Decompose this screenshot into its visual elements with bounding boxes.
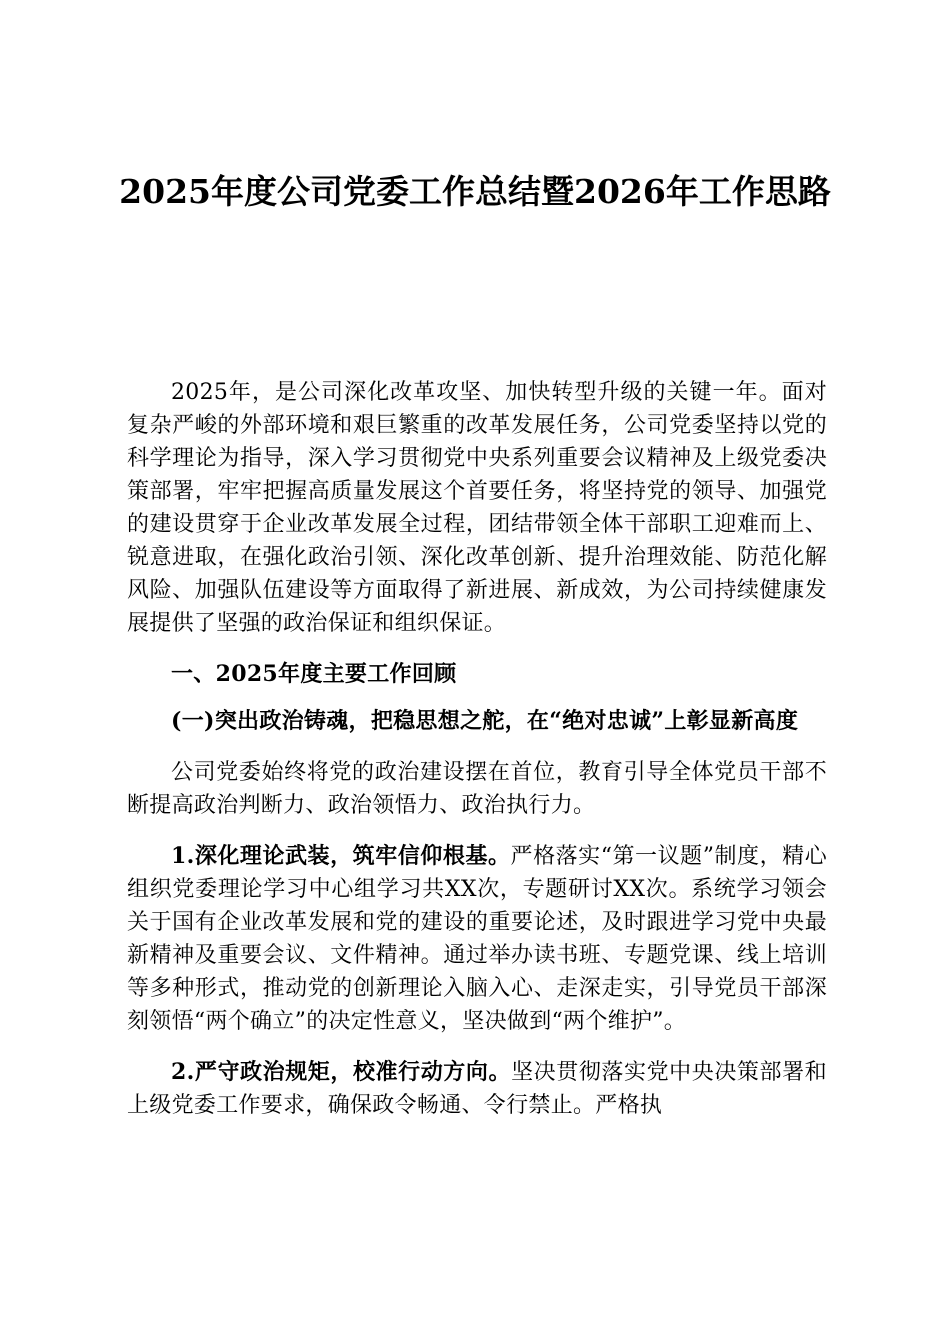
subsection-intro-paragraph: 公司党委始终将党的政治建设摆在首位，教育引导全体党员干部不断提高政治判断力、政治领悟力、政治执行力。 <box>127 760 827 818</box>
document-body <box>127 376 827 1122</box>
item-paragraph-1 <box>127 840 827 1038</box>
section-heading: 一、2025年度主要工作回顾 <box>171 661 457 687</box>
document-title: 2025年度公司党委工作总结暨2026年工作思路 <box>119 172 831 211</box>
item-1-text: 严格落实“第一议题”制度，精心组织党委理论学习中心组学习共XX次，专题研讨XX次。系统学习领会关于国有企业改革发展和党的建设的重要论述，及时跟进学习党中央最新精神及重要会议、文件精神。通过举办读书班、专题党课、线上培训等多种形式，推动党的创新理论入脑入心、走深走实，引导党员干部深刻领悟“两个确立”的决定性意义，坚决做到“两个维护”。 <box>127 844 827 1034</box>
item-2-lead: 2.严守政治规矩，校准行动方向。 <box>171 1059 512 1085</box>
item-paragraph-2 <box>127 1056 827 1122</box>
item-1-lead: 1.深化理论武装，筑牢信仰根基。 <box>171 843 511 869</box>
subsection-heading: (一)突出政治铸魂，把稳思想之舵，在“绝对忠诚”上彰显新高度 <box>171 708 799 734</box>
item-2-text: 坚决贯彻落实党中央决策部署和上级党委工作要求，确保政令畅通、令行禁止。严格执 <box>127 1060 827 1118</box>
intro-paragraph: 2025年，是公司深化改革攻坚、加快转型升级的关键一年。面对复杂严峻的外部环境和艰巨繁重的改革发展任务，公司党委坚持以党的科学理论为指导，深入学习贯彻党中央系列重要会议精神及上级党委决策部署，牢牢把握高质量发展这个首要任务，将坚持党的领导、加强党的建设贯穿于企业改革发展全过程，团结带领全体干部职工迎难而上、锐意进取，在强化政治引领、深化改革创新、提升治理效能、防范化解风险、加强队伍建设等方面取得了新进展、新成效，为公司持续健康发展提供了坚强的政治保证和组织保证。 <box>127 380 827 636</box>
